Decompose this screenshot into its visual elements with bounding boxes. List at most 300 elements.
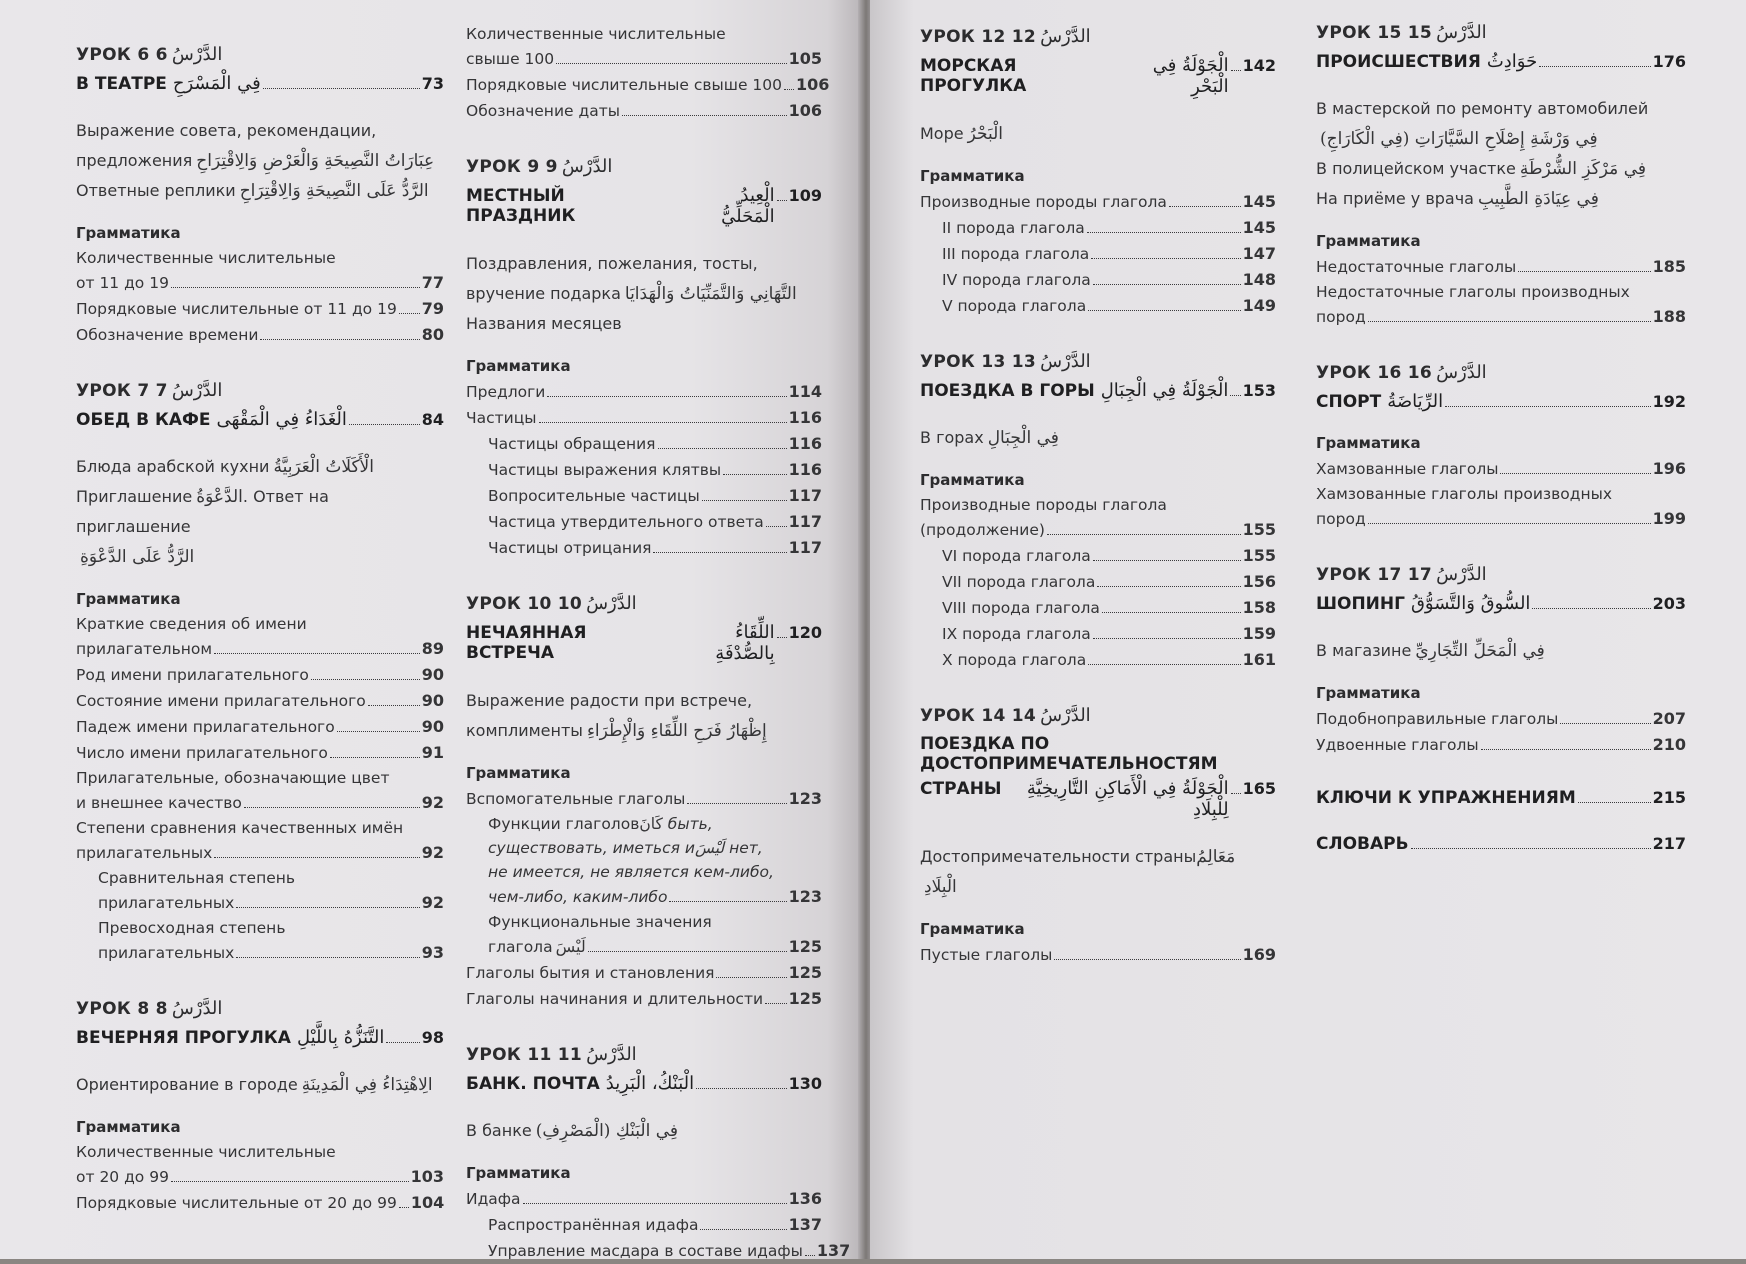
- toc-item[interactable]: [466, 786, 822, 812]
- topic-text: Приглашение: [76, 487, 193, 506]
- toc-item-text: Порядковые числительные от 20 до 99: [76, 1194, 397, 1212]
- arabic-text: الدَّرْسُ: [1436, 22, 1487, 43]
- arabic-text: الْجَوْلَةُ فِي الْجِبَالِ: [1100, 380, 1229, 401]
- dot-leader: [171, 287, 420, 288]
- toc-item[interactable]: [466, 535, 822, 561]
- lesson-title[interactable]: [1316, 51, 1686, 72]
- dot-leader: [236, 957, 419, 958]
- dot-leader: [1368, 321, 1651, 322]
- lesson-heading: [1316, 564, 1686, 585]
- lesson-title-text: ОБЕД В КАФЕ: [76, 410, 211, 430]
- toc-item[interactable]: [1316, 732, 1686, 758]
- lesson-number: УРОК 8 8: [76, 999, 168, 1019]
- toc-item[interactable]: [466, 431, 822, 457]
- toc-item-text: Распространённая идафа: [488, 1216, 699, 1234]
- page-number: 114: [788, 382, 822, 401]
- dot-leader: [716, 977, 786, 978]
- page-number: 155: [1242, 546, 1276, 565]
- lesson-title[interactable]: [76, 73, 444, 94]
- toc-item[interactable]: [466, 986, 822, 1012]
- lesson-title[interactable]: [1316, 593, 1686, 614]
- lesson-number: УРОК 15 15: [1316, 23, 1433, 43]
- dot-leader: [1047, 534, 1241, 535]
- toc-item-line: [76, 766, 444, 790]
- left-page: [0, 0, 862, 1259]
- page-number: 116: [788, 434, 822, 453]
- lesson-title-text: ПОЕЗДКА В ГОРЫ: [920, 381, 1095, 401]
- toc-item-line: [76, 246, 444, 270]
- page-number: 117: [788, 538, 822, 557]
- page-number: 98: [421, 1028, 444, 1047]
- toc-item-text: Падеж имени прилагательного: [76, 718, 335, 736]
- topic-text: Море: [920, 124, 964, 143]
- topic-text: Названия месяцев: [466, 314, 622, 333]
- toc-item-line: [76, 612, 444, 636]
- toc-item-text: Состояние имени прилагательного: [76, 692, 366, 710]
- topic-text: В полицейском участке: [1316, 159, 1516, 178]
- page-number: 176: [1652, 52, 1686, 71]
- toc-item-text: Порядковые числительные от 11 до 19: [76, 300, 397, 318]
- lesson-title-text: В ТЕАТРЕ: [76, 74, 167, 94]
- page-number: 185: [1652, 257, 1686, 276]
- lesson-number: УРОК 14 14: [920, 706, 1037, 726]
- lesson-heading: [920, 705, 1276, 726]
- topic-text: Выражение радости при встрече,: [466, 691, 753, 710]
- toc-column-4: [1316, 22, 1686, 854]
- topic-line: [76, 482, 444, 542]
- dot-leader: [777, 200, 787, 201]
- page-number: 148: [1242, 270, 1276, 289]
- toc-item-text: Производные породы глагола: [920, 496, 1167, 514]
- page-number: 207: [1652, 709, 1686, 728]
- page-number: 203: [1652, 594, 1686, 613]
- page-number: 188: [1652, 307, 1686, 326]
- arabic-text: فِي الْمَحَلِّ التِّجَارِيِّ: [1415, 641, 1545, 661]
- arabic-text: عِبَارَاتُ النَّصِيحَةِ وَالْعَرْضِ وَالِاقْتِرَاحِ: [196, 151, 435, 171]
- toc-item[interactable]: [920, 189, 1276, 215]
- lesson-title[interactable]: [920, 380, 1276, 401]
- toc-item-text: Частицы обращения: [488, 435, 656, 453]
- toc-item[interactable]: [920, 621, 1276, 647]
- toc-item[interactable]: [76, 714, 444, 740]
- toc-item[interactable]: [466, 379, 822, 405]
- toc-item-text: Производные породы глагола: [920, 193, 1167, 211]
- toc-item[interactable]: [76, 270, 444, 296]
- toc-item-text: (продолжение): [920, 521, 1045, 539]
- lesson-heading: [466, 156, 822, 177]
- dot-leader: [653, 552, 786, 553]
- lesson-number: УРОК 13 13: [920, 352, 1037, 372]
- arabic-text: لَيْسَ: [694, 839, 725, 857]
- lesson-title-text: МЕСТНЫЙ ПРАЗДНИК: [466, 186, 576, 226]
- page-number: 210: [1652, 735, 1686, 754]
- toc-item[interactable]: [466, 457, 822, 483]
- dot-leader: [368, 705, 420, 706]
- page-number: 145: [1242, 192, 1276, 211]
- toc-item[interactable]: [466, 1212, 822, 1238]
- right-page: [870, 0, 1746, 1259]
- toc-item[interactable]: [76, 296, 444, 322]
- toc-item-text: Количественные числительные: [76, 1143, 336, 1161]
- toc-item-text: II порода глагола: [942, 219, 1085, 237]
- topic-text: В магазине: [1316, 641, 1412, 660]
- toc-item-text: Глаголы бытия и становления: [466, 964, 715, 982]
- toc-item-line: [76, 866, 444, 890]
- toc-item[interactable]: [76, 322, 444, 348]
- toc-item-line: [76, 1140, 444, 1164]
- toc-item-text: VIII порода глагола: [942, 599, 1100, 617]
- toc-item-text: Число имени прилагательного: [76, 744, 328, 762]
- page-number: 130: [788, 1074, 822, 1093]
- topic-line: [920, 423, 1276, 453]
- topic-text: На приёме у врача: [1316, 189, 1474, 208]
- topic-line: [466, 249, 822, 279]
- toc-item-text: пород: [1316, 308, 1366, 326]
- toc-item[interactable]: [76, 636, 444, 662]
- dot-leader: [1578, 802, 1651, 803]
- toc-item-text: Функции глаголов: [488, 815, 640, 833]
- dot-leader: [1230, 395, 1240, 396]
- dot-leader: [349, 424, 420, 425]
- toc-item[interactable]: [466, 405, 822, 431]
- arabic-text: الْأَكَلَاتُ الْعَرَبِيَّةُ: [273, 457, 374, 477]
- toc-item[interactable]: [466, 934, 822, 960]
- toc-item-text: Недостаточные глаголы: [1316, 258, 1517, 276]
- arabic-text: الْعِيدُ الْمَحَلِّيُّ: [721, 185, 775, 227]
- toc-item[interactable]: [920, 267, 1276, 293]
- dot-leader: [766, 526, 787, 527]
- topic-line: [76, 176, 444, 206]
- page-number: 106: [788, 101, 822, 120]
- lesson-heading: [76, 998, 444, 1019]
- toc-item-text: глагола: [488, 938, 553, 956]
- toc-item[interactable]: [1316, 254, 1686, 280]
- toc-item[interactable]: [1316, 506, 1686, 532]
- arabic-text: اللِّقَاءُ بِالصُّدْفَةِ: [715, 622, 775, 664]
- dot-leader: [539, 422, 787, 423]
- page-number: 90: [421, 717, 444, 736]
- toc-item-text: прилагательных: [76, 844, 213, 862]
- toc-item[interactable]: [76, 740, 444, 766]
- toc-item[interactable]: [76, 890, 444, 916]
- dot-leader: [399, 1207, 409, 1208]
- page-number: 84: [421, 410, 444, 429]
- dot-leader: [1097, 586, 1240, 587]
- toc-item-text: Удвоенные глаголы: [1316, 736, 1479, 754]
- toc-item-text: Обозначение даты: [466, 102, 620, 120]
- dot-leader: [260, 339, 419, 340]
- toc-item[interactable]: [466, 98, 822, 124]
- topic-line: [76, 1070, 444, 1100]
- lesson-title-text: МОРСКАЯ ПРОГУЛКА: [920, 56, 1027, 96]
- dot-leader: [702, 500, 787, 501]
- lesson-title[interactable]: [76, 1027, 444, 1048]
- toc-item-line: [466, 910, 822, 934]
- topic-text: вручение подарка: [466, 284, 621, 303]
- toc-column-1: [76, 44, 444, 1216]
- toc-item-text: VI порода глагола: [942, 547, 1091, 565]
- grammar-heading: Грамматика: [76, 590, 181, 608]
- dot-leader: [386, 1042, 419, 1043]
- toc-item-line: [76, 916, 444, 940]
- topic-text: В мастерской по ремонту автомобилей: [1316, 99, 1649, 118]
- page-number: 89: [421, 639, 444, 658]
- arabic-text: مَعَالِمُ الْبِلَادِ: [924, 847, 1236, 897]
- toc-item-text: Порядковые числительные свыше 100: [466, 76, 783, 94]
- toc-item[interactable]: [920, 942, 1276, 968]
- toc-item[interactable]: [76, 790, 444, 816]
- toc-item-text: Управление масдара в составе идафы: [488, 1242, 803, 1260]
- topic-text: Поздравления, пожелания, тосты,: [466, 254, 758, 273]
- toc-item-text: чем-либо, каким-либо: [488, 888, 668, 906]
- arabic-text: الدَّرْسُ: [171, 998, 223, 1019]
- toc-item-line: [466, 836, 822, 860]
- dot-leader: [214, 857, 419, 858]
- topic-line: [76, 542, 444, 572]
- toc-item-text: Род имени прилагательного: [76, 666, 309, 684]
- toc-item[interactable]: [76, 1190, 444, 1216]
- arabic-text: الدَّرْسُ: [1436, 564, 1487, 585]
- dot-leader: [696, 1088, 786, 1089]
- toc-column-2: [466, 22, 851, 1264]
- dot-leader: [658, 448, 787, 449]
- lesson-title-text: СТРАНЫ: [920, 779, 1002, 799]
- lesson-number: УРОК 16 16: [1316, 363, 1433, 383]
- lesson-title-text: ВЕЧЕРНЯЯ ПРОГУЛКА: [76, 1028, 291, 1048]
- arabic-text: الْجَوْلَةُ فِي الْبَحْرِ: [1152, 55, 1229, 97]
- toc-item[interactable]: [920, 647, 1276, 673]
- toc-item-text: Степени сравнения качественных имён: [76, 819, 404, 837]
- dot-leader: [1518, 271, 1650, 272]
- lesson-number: УРОК 17 17: [1316, 565, 1433, 585]
- toc-item[interactable]: [1316, 304, 1686, 330]
- lesson-title[interactable]: [1316, 391, 1686, 412]
- page-number: 153: [1242, 381, 1276, 400]
- dot-leader: [1445, 406, 1651, 407]
- toc-item-text: Краткие сведения об имени: [76, 615, 307, 633]
- dot-leader: [1088, 664, 1240, 665]
- dot-leader: [244, 807, 420, 808]
- toc-item-text: существовать, иметься и: [488, 839, 695, 857]
- dot-leader: [1368, 523, 1651, 524]
- toc-item[interactable]: [1316, 456, 1686, 482]
- toc-item[interactable]: [920, 293, 1276, 319]
- lesson-title-text: НЕЧАЯННАЯ ВСТРЕЧА: [466, 623, 587, 663]
- dot-leader: [687, 803, 786, 804]
- topic-text: Блюда арабской кухни: [76, 457, 270, 476]
- toc-item-text: пород: [1316, 510, 1366, 528]
- grammar-heading: Грамматика: [76, 1118, 181, 1136]
- page-number: 136: [788, 1189, 822, 1208]
- toc-item[interactable]: [920, 569, 1276, 595]
- toc-item-text: IX порода глагола: [942, 625, 1091, 643]
- page-number: 125: [788, 937, 822, 956]
- arabic-text: فِي مَرْكَزِ الشُّرْطَةِ: [1519, 159, 1646, 179]
- toc-item-line: [466, 22, 822, 46]
- page-number: 196: [1652, 459, 1686, 478]
- lesson-number: УРОК 11 11: [466, 1045, 583, 1065]
- lesson-heading: [466, 593, 822, 614]
- toc-item[interactable]: [76, 1164, 444, 1190]
- arabic-text: فِي الْبَنْكِ (الْمَصْرِفِ): [535, 1121, 679, 1141]
- arabic-text: التَّنَزُّهُ بِاللَّيْلِ: [296, 1027, 385, 1048]
- lesson-title[interactable]: [76, 409, 444, 430]
- arabic-text: فِي الْمَسْرَحِ: [172, 73, 261, 94]
- topic-line: [1316, 184, 1686, 214]
- grammar-heading: Грамматика: [466, 764, 571, 782]
- toc-item[interactable]: [466, 1238, 851, 1264]
- section-title-text: КЛЮЧИ К УПРАЖНЕНИЯМ: [1316, 788, 1576, 808]
- page-number: 92: [421, 793, 444, 812]
- toc-item[interactable]: [76, 662, 444, 688]
- page-number: 116: [788, 460, 822, 479]
- toc-item-text: Частица утвердительного ответа: [488, 513, 764, 531]
- page-number: 77: [421, 273, 444, 292]
- toc-item[interactable]: [920, 517, 1276, 543]
- toc-item[interactable]: [76, 840, 444, 866]
- page-number: 80: [421, 325, 444, 344]
- toc-item-text: V порода глагола: [942, 297, 1087, 315]
- dot-leader: [700, 1229, 786, 1230]
- toc-item[interactable]: [466, 509, 822, 535]
- grammar-heading: Грамматика: [920, 167, 1025, 185]
- lesson-title[interactable]: [466, 185, 822, 227]
- topic-text: . Ответ на приглашение: [76, 487, 329, 536]
- lesson-heading: [920, 351, 1276, 372]
- toc-item-text: прилагательном: [76, 640, 213, 658]
- page-number: 92: [421, 893, 444, 912]
- toc-item[interactable]: [1316, 706, 1686, 732]
- toc-item-text: Прилагательные, обозначающие цвет: [76, 769, 390, 787]
- lesson-number: УРОК 10 10: [466, 594, 583, 614]
- page-number: 116: [788, 408, 822, 427]
- page-number: 73: [421, 74, 444, 93]
- page-number: 91: [421, 743, 444, 762]
- dot-leader: [1231, 70, 1241, 71]
- toc-item[interactable]: [466, 884, 822, 910]
- toc-item[interactable]: [466, 46, 822, 72]
- topic-text: комплименты: [466, 721, 583, 740]
- page-number: 125: [788, 989, 822, 1008]
- topic-line: [466, 279, 822, 309]
- toc-item-text: Количественные числительные: [76, 249, 336, 267]
- arabic-text: السُّوقُ وَالتَّسَوُّقُ: [1410, 593, 1531, 614]
- page-number: 155: [1242, 520, 1276, 539]
- page-number: 137: [816, 1241, 851, 1260]
- lesson-title-text: ШОПИНГ: [1316, 594, 1405, 614]
- topic-line: [1316, 636, 1686, 666]
- page-number: 103: [410, 1167, 444, 1186]
- toc-item-text: X порода глагола: [942, 651, 1087, 669]
- dot-leader: [263, 88, 420, 89]
- toc-item-text: и внешнее качество: [76, 794, 242, 812]
- dot-leader: [214, 653, 420, 654]
- lesson-title[interactable]: [920, 778, 1276, 820]
- toc-item[interactable]: [76, 688, 444, 714]
- topic-line: [76, 452, 444, 482]
- arabic-text: الرَّدُّ عَلَى الدَّعْوَةِ: [80, 547, 195, 567]
- section-title-text: СЛОВАРЬ: [1316, 834, 1409, 854]
- toc-item[interactable]: [466, 1186, 822, 1212]
- topic-line: [76, 116, 444, 146]
- dot-leader: [588, 951, 787, 952]
- grammar-heading: Грамматика: [1316, 232, 1421, 250]
- dot-leader: [337, 731, 420, 732]
- toc-item-text: Частицы: [466, 409, 537, 427]
- toc-item-text: Сравнительная степень: [98, 869, 296, 887]
- toc-item-text: Пустые глаголы: [920, 946, 1053, 964]
- topic-line: [466, 1116, 822, 1146]
- toc-item-text: Обозначение времени: [76, 326, 259, 344]
- lesson-title[interactable]: [466, 622, 822, 664]
- grammar-heading: Грамматика: [1316, 434, 1421, 452]
- arabic-text: الْجَوْلَةُ فِي الْأَمَاكِنِ التَّارِيخِيَّةِ لِلْبِلَادِ: [1026, 778, 1229, 820]
- lesson-number: УРОК 12 12: [920, 27, 1037, 47]
- toc-item[interactable]: [920, 215, 1276, 241]
- topic-text: Выражение совета, рекомендации,: [76, 121, 377, 140]
- page-number: 199: [1652, 509, 1686, 528]
- page-number: 142: [1242, 56, 1276, 75]
- page-number: 123: [788, 887, 822, 906]
- arabic-text: فِي الْجِبَالِ: [987, 428, 1059, 448]
- toc-item-line: [920, 493, 1276, 517]
- toc-item[interactable]: [76, 940, 444, 966]
- lesson-heading: [920, 26, 1276, 47]
- dot-leader: [1411, 848, 1651, 849]
- section-title[interactable]: [1316, 834, 1686, 854]
- page-number: 90: [421, 665, 444, 684]
- arabic-text: الِاهْتِدَاءُ فِي الْمَدِينَةِ: [301, 1075, 433, 1095]
- toc-item[interactable]: [466, 72, 830, 98]
- toc-item-text: от 11 до 19: [76, 274, 169, 292]
- lesson-heading: [1316, 22, 1686, 43]
- page-number: 215: [1652, 788, 1686, 807]
- page-number: 117: [788, 486, 822, 505]
- arabic-text: الْبَحْرُ: [967, 124, 1003, 144]
- toc-item[interactable]: [920, 595, 1276, 621]
- dot-leader: [1169, 206, 1241, 207]
- arabic-text: الرَّدُّ عَلَى النَّصِيحَةِ وَالِاقْتِرَاحِ: [239, 181, 429, 201]
- toc-item[interactable]: [466, 483, 822, 509]
- lesson-title-text: СПОРТ: [1316, 392, 1382, 412]
- toc-item[interactable]: [466, 960, 822, 986]
- toc-item-text: свыше 100: [466, 50, 555, 68]
- topic-text: Ответные реплики: [76, 181, 236, 200]
- dot-leader: [1539, 66, 1650, 67]
- lesson-title[interactable]: [466, 1073, 822, 1094]
- page-number: 158: [1242, 598, 1276, 617]
- toc-item[interactable]: [920, 241, 1276, 267]
- toc-item-line: [466, 860, 822, 884]
- toc-item[interactable]: [920, 543, 1276, 569]
- page-number: 169: [1242, 945, 1276, 964]
- arabic-text: الدَّرْسُ: [1040, 351, 1091, 372]
- lesson-title[interactable]: [920, 55, 1276, 97]
- grammar-heading: Грамматика: [920, 920, 1025, 938]
- topic-text: В банке: [466, 1121, 532, 1140]
- toc-item-text: Частицы отрицания: [488, 539, 652, 557]
- page-number: 123: [788, 789, 822, 808]
- section-title[interactable]: [1316, 788, 1686, 808]
- page-number: 137: [788, 1215, 822, 1234]
- toc-item-text: Количественные числительные: [466, 25, 726, 43]
- lesson-title-text: БАНК. ПОЧТА: [466, 1074, 600, 1094]
- topic-line: [920, 119, 1276, 149]
- topic-line: [1316, 154, 1686, 184]
- page-number: 165: [1242, 779, 1276, 798]
- page-number: 217: [1652, 834, 1686, 853]
- dot-leader: [765, 1003, 787, 1004]
